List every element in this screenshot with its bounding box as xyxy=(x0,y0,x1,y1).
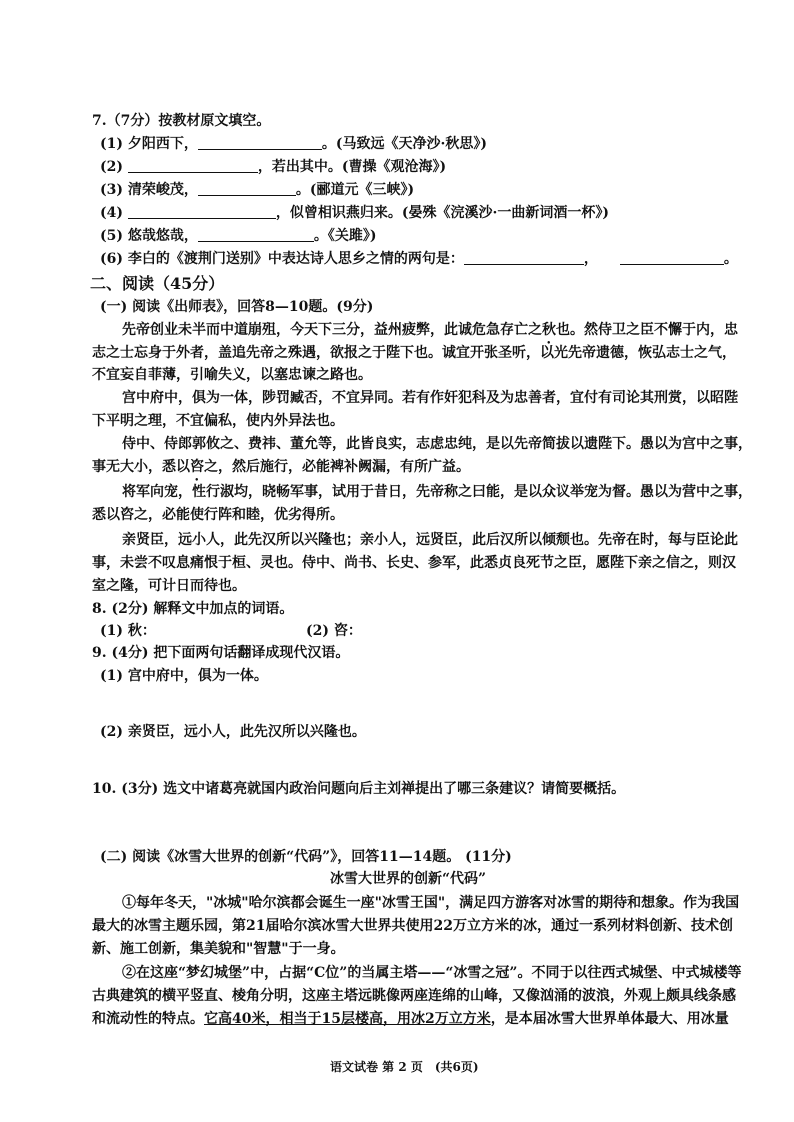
passage-line-7: 事无大小，悉以咨之，然后施行，必能裨补阙漏，有所广益。 xyxy=(92,459,470,475)
q7-5-blank[interactable] xyxy=(198,227,314,242)
part-2-intro: (二) 阅读《冰雪大世界的创新“代码”》，回答11—14题。 (11分) xyxy=(100,849,512,865)
article-line-3: 新、施工创新，集美貌和"智慧"于一身。 xyxy=(92,941,345,957)
q8-b: (2) 咨： xyxy=(306,623,362,639)
q7-6-blank-a[interactable] xyxy=(464,250,584,265)
q7-3-pre: (3) 清荣峻茂， xyxy=(100,182,198,198)
dotted-word-qiu: 秋 xyxy=(542,322,556,338)
q7-3-blank[interactable] xyxy=(198,181,296,196)
part-1-intro: (一) 阅读《出师表》，回答8—10题。(9分) xyxy=(100,299,374,315)
passage-line-5: 下平明之理，不宜偏私，使内外异法也。 xyxy=(92,413,344,429)
q7-item-5 xyxy=(100,227,377,245)
q7-2-post: ，若出其中。(曹操《观沧海》) xyxy=(257,159,447,175)
q7-1-blank[interactable] xyxy=(198,135,322,150)
q7-1-post: 。(马致远《天净沙·秋思》) xyxy=(321,136,487,152)
q7-6-blank-b[interactable] xyxy=(620,250,724,265)
dotted-word-zi: 咨 xyxy=(190,459,204,475)
passage-line-6: 侍中、侍郎郭攸之、费祎、董允等，此皆良实，志虑忠纯，是以先帝简拔以遗陛下。愚以为宫中之事， xyxy=(122,436,752,452)
passage-line-4: 宫中府中，俱为一体，陟罚臧否，不宜异同。若有作奸犯科及为忠善者，宜付有司论其刑赏，以昭陛 xyxy=(122,390,738,406)
q7-2-blank[interactable] xyxy=(128,158,258,173)
page-footer: 语文试卷 第 2 页 (共6页) xyxy=(330,1060,479,1074)
q7-item-4 xyxy=(100,204,609,222)
q7-5-pre: (5) 悠哉悠哉， xyxy=(100,228,198,244)
article-line-6 xyxy=(92,1010,729,1028)
passage-line-9: 悉以咨之，必能使行阵和睦，优劣得所。 xyxy=(92,507,344,523)
q9-sentence-2: (2) 亲贤臣，远小人，此先汉所以兴隆也。 xyxy=(100,724,366,740)
article-line-1: ①每年冬天，"冰城"哈尔滨都会诞生一座"冰雪王国"，满足四方游客对冰雪的期待和想象。作为我国 xyxy=(122,895,740,911)
q7-4-blank[interactable] xyxy=(128,204,276,219)
article-line-6-a: 和流动性的特点。 xyxy=(92,1011,204,1027)
q7-4-post: ，似曾相识燕归来。(晏殊《浣溪沙·一曲新词酒一杯》) xyxy=(275,205,609,221)
article-title: 冰雪大世界的创新“代码” xyxy=(330,871,487,887)
underlined-sentence: 它高40米，相当于15层楼高，用冰2万立方米 xyxy=(204,1011,491,1027)
section-2-title: 二、阅读（45分） xyxy=(90,274,225,293)
q7-5-post: 。《关雎》) xyxy=(313,228,377,244)
q7-item-3 xyxy=(100,181,414,199)
q7-6-mid: ， xyxy=(583,251,598,267)
q7-1-pre: (1) 夕阳西下， xyxy=(100,136,198,152)
q9-sentence-1: (1) 宫中府中，俱为一体。 xyxy=(100,668,268,684)
q7-6-pre: (6) 李白的《渡荆门送别》中表达诗人思乡之情的两句是： xyxy=(100,251,464,267)
q7-4-pre: (4) xyxy=(100,205,128,221)
q7-6-post: 。 xyxy=(723,251,738,267)
q7-3-post: 。(郦道元《三峡》) xyxy=(295,182,415,198)
passage-line-10: 亲贤臣，远小人，此先汉所以兴隆也；亲小人，远贤臣，此后汉所以倾颓也。先帝在时，每与臣论此 xyxy=(122,532,738,548)
q8-stem: 8. (2分) 解释文中加点的词语。 xyxy=(92,601,294,617)
q7-2-pre: (2) xyxy=(100,159,128,175)
q7-item-6 xyxy=(100,250,738,268)
article-line-2: 最大的冰雪主题乐园，第21届哈尔滨冰雪大世界共使用22万立方米的冰，通过一系列材料创新、技术创 xyxy=(92,918,733,934)
q8-a: (1) 秋： xyxy=(100,623,156,639)
passage-line-8: 将军向宠，性行淑均，晓畅军事，试用于昔日，先帝称之曰能，是以众议举宠为督。愚以为营中之事， xyxy=(122,484,752,500)
passage-line-12: 室之隆，可计日而待也。 xyxy=(92,578,246,594)
q7-stem: 7.（7分）按教材原文填空。 xyxy=(92,113,271,129)
article-line-6-c: ，是本届冰雪大世界单体最大、用冰量 xyxy=(490,1011,729,1027)
q7-item-1 xyxy=(100,135,487,153)
article-line-4: ②在这座“梦幻城堡”中，占据“C位”的当属主塔——“冰雪之冠”。不同于以往西式城堡、中式城楼等 xyxy=(122,965,742,981)
passage-line-3: 不宜妄自菲薄，引喻失义，以塞忠谏之路也。 xyxy=(92,367,372,383)
article-line-5: 古典建筑的横平竖直、棱角分明，这座主塔远眺像两座连绵的山峰，又像汹涌的波浪，外观上颇具线条感 xyxy=(92,988,736,1004)
q7-item-2 xyxy=(100,158,446,176)
q9-stem: 9. (4分) 把下面两句话翻译成现代汉语。 xyxy=(92,645,350,661)
passage-line-1: 先帝创业未半而中道崩殂，今天下三分，益州疲弊，此诚危急存亡之秋也。然侍卫之臣不懈于内，忠 xyxy=(122,322,738,338)
passage-line-2: 志之士忘身于外者，盖追先帝之殊遇，欲报之于陛下也。诚宜开张圣听，以光先帝遗德，恢弘志士之气， xyxy=(92,345,736,361)
passage-line-11: 事，未尝不叹息痛恨于桓、灵也。侍中、尚书、长史、参军，此悉贞良死节之臣，愿陛下亲之信之，则汉 xyxy=(92,555,736,571)
q10-stem: 10. (3分) 选文中诸葛亮就国内政治问题向后主刘禅提出了哪三条建议？请简要概括。 xyxy=(92,781,626,797)
